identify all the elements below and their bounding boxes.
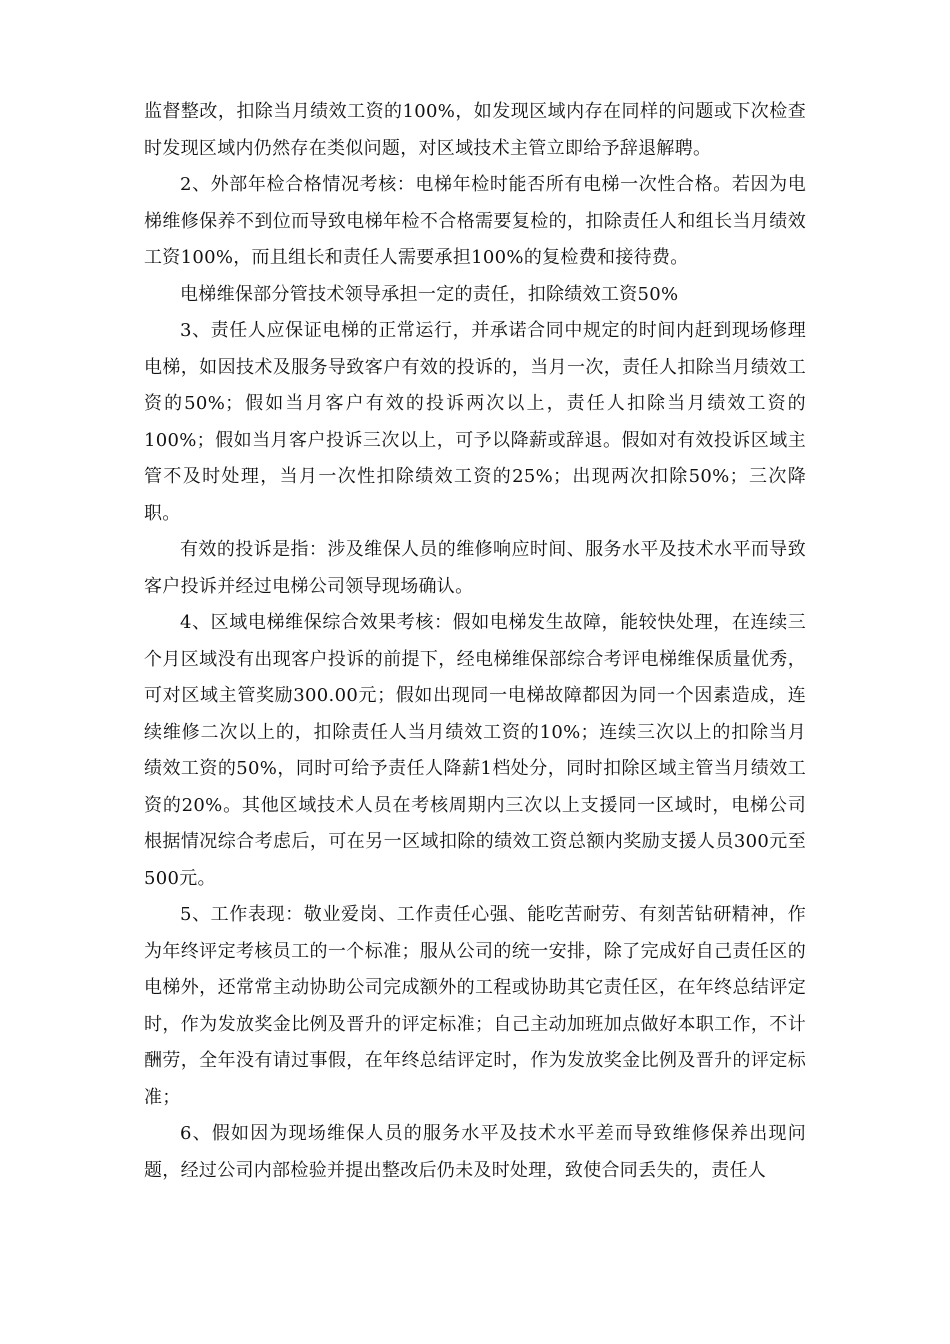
paragraph-item-3-complaints: 3、责任人应保证电梯的正常运行，并承诺合同中规定的时间内赶到现场修理电梯，如因技术及服务导致客户有效的投诉的，当月一次，责任人扣除当月绩效工资的50%；假如当月客户有效的投诉两次以上，责任人扣除当月绩效工资的100%；假如当月客户投诉三次以上，可予以降薪或辞退。假如对有效投诉区域主管不及时处理，当月一次性扣除绩效工资的25%；出现两次扣除50%；三次降职。 [144,320,806,524]
paragraph-item-6-contract-loss: 6、假如因为现场维保人员的服务水平及技术水平差而导致维修保养出现问题，经过公司内部检验并提出整改后仍未及时处理，致使合同丢失的，责任人 [144,1123,806,1181]
paragraph-supervisor-responsibility: 电梯维保部分管技术领导承担一定的责任，扣除绩效工资50% [180,283,679,305]
paragraph-item-4-overall-assessment: 4、区域电梯维保综合效果考核：假如电梯发生故障，能较快处理，在连续三个月区域没有出现客户投诉的前提下，经电梯维保部综合考评电梯维保质量优秀，可对区域主管奖励300.00元；假如出现同一电梯故障都因为同一个因素造成，连续维修二次以上的，扣除责任人当月绩效工资的10%；连续三次以上的扣除当月绩效工资的50%，同时可给予责任人降薪1档处分，同时扣除区域主管当月绩效工资的20%。其他区域技术人员在考核周期内三次以上支援同一区域时，电梯公司根据情况综合考虑后，可在另一区域扣除的绩效工资总额内奖励支援人员300元至500元。 [144,612,806,889]
paragraph-valid-complaint-definition: 有效的投诉是指：涉及维保人员的维修响应时间、服务水平及技术水平而导致客户投诉并经过电梯公司领导现场确认。 [144,539,806,597]
document-body [144,94,806,1189]
paragraph-continuation: 监督整改，扣除当月绩效工资的100%，如发现区域内存在同样的问题或下次检查时发现区域内仍然存在类似问题，对区域技术主管立即给予辞退解聘。 [144,101,806,159]
paragraph-item-5-work-performance: 5、工作表现：敬业爱岗、工作责任心强、能吃苦耐劳、有刻苦钻研精神，作为年终评定考核员工的一个标准；服从公司的统一安排，除了完成好自己责任区的电梯外，还常常主动协助公司完成额外的工程或协助其它责任区，在年终总结评定时，作为发放奖金比例及晋升的评定标准；自己主动加班加点做好本职工作，不计酬劳，全年没有请过事假，在年终总结评定时，作为发放奖金比例及晋升的评定标准； [144,904,806,1108]
paragraph-item-2-annual-inspection: 2、外部年检合格情况考核：电梯年检时能否所有电梯一次性合格。若因为电梯维修保养不到位而导致电梯年检不合格需要复检的，扣除责任人和组长当月绩效工资100%，而且组长和责任人需要承担100%的复检费和接待费。 [144,174,806,268]
